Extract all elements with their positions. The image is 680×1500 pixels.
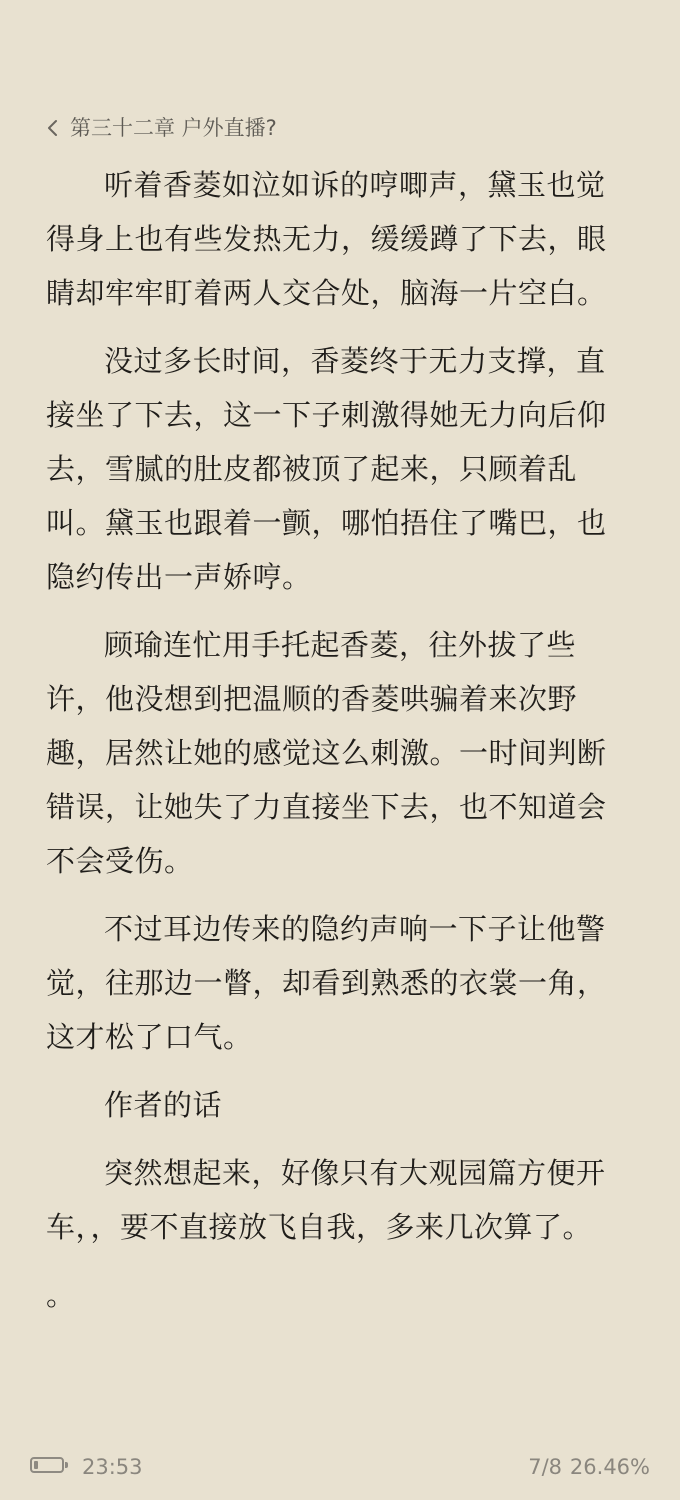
- chevron-left-icon[interactable]: [46, 119, 58, 137]
- author-note: 突然想起来，好像只有大观园篇方便开车，，要不直接放飞自我，多来几次算了。: [46, 1156, 606, 1244]
- chapter-title[interactable]: 第三十二章 户外直播?: [70, 116, 277, 140]
- battery-level: [34, 1461, 38, 1469]
- battery-icon: [30, 1457, 64, 1473]
- paragraph: 没过多长时间，香菱终于无力支撑，直接坐了下去，这一下子刺激得她无力向后仰去，雪腻的肚皮都被顶了起来，只顾着乱叫。黛玉也跟着一颤，哪怕捂住了嘴巴，也隐约传出一声娇哼。: [46, 344, 607, 594]
- clock: 23:53: [82, 1455, 143, 1479]
- paragraph: 不过耳边传来的隐约声响一下子让他警觉，往那边一瞥，却看到熟悉的衣裳一角，这才松了口气。: [46, 912, 607, 1054]
- author-note-heading: 作者的话: [104, 1088, 223, 1122]
- chapter-content: [46, 158, 634, 1322]
- paragraph: 听着香菱如泣如诉的哼唧声，黛玉也觉得身上也有些发热无力，缓缓蹲了下去，眼睛却牢牢盯着两人交合处，脑海一片空白。: [46, 168, 607, 310]
- reading-progress: 26.46%: [569, 1455, 650, 1479]
- reader-status-bar: [30, 1452, 650, 1482]
- page-indicator: 7/8: [528, 1455, 562, 1479]
- reader-header[interactable]: [46, 114, 277, 142]
- paragraph: 顾瑜连忙用手托起香菱，往外拔了些许，他没想到把温顺的香菱哄骗着来次野趣，居然让她的感觉这么刺激。一时间判断错误，让她失了力直接坐下去，也不知道会不会受伤。: [46, 628, 607, 878]
- trailing-punctuation: 。: [46, 1278, 76, 1312]
